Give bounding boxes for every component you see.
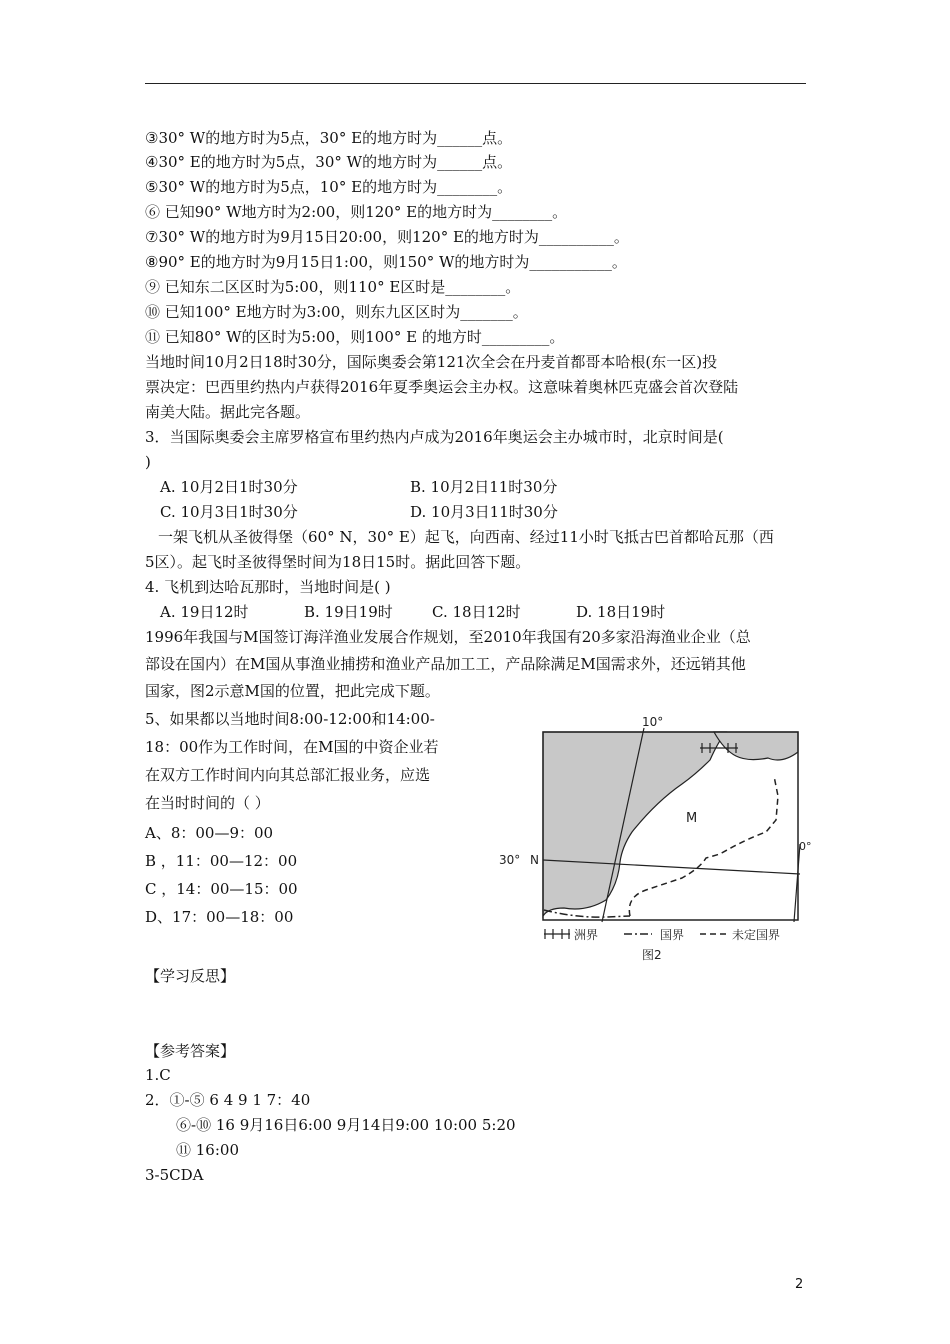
- meridian-0: [794, 844, 800, 922]
- answers-title: 【参考答案】: [145, 1042, 236, 1060]
- flight-option-a: A. 19日12时: [160, 603, 249, 621]
- flight-option-d: D. 18日19时: [576, 603, 666, 621]
- answer-1: 1.C: [145, 1066, 171, 1084]
- question-10: ⑩ 已知100° E地方时为3:00，则东九区区时为_______。: [145, 303, 528, 321]
- olympic-intro-line-3: 南美大陆。据此完各题。: [145, 403, 311, 421]
- map-legend-continent-symbol: [544, 929, 570, 939]
- fishery-question-line-4: 在当时时间的（ ）: [145, 794, 270, 812]
- olympic-option-c: C. 10月3日1时30分: [160, 503, 298, 521]
- olympic-option-a: A. 10月2日1时30分: [160, 478, 298, 496]
- map-label-lat30: 30°: [499, 853, 521, 867]
- answer-2-line-1: 2．①-⑤ 6 4 9 1 7：40: [145, 1091, 311, 1109]
- map-figure: [496, 712, 814, 974]
- question-7: ⑦30° W的地方时为9月15日20:00，则120° E的地方时为__________。: [145, 228, 629, 246]
- question-11: ⑪ 已知80° W的区时为5:00，则100° E 的地方时_________。: [145, 328, 565, 346]
- fishery-option-a: A、8：00—9：00: [145, 824, 274, 842]
- olympic-intro-line-2: 票决定：巴西里约热内卢获得2016年夏季奥运会主办权。这意味着奥林匹克盛会首次登陆: [145, 378, 739, 396]
- reflection-title: 【学习反思】: [145, 967, 236, 985]
- question-3: ③30° W的地方时为5点，30° E的地方时为______点。: [145, 129, 513, 147]
- flight-intro-line-1: 一架飞机从圣彼得堡（60° N，30° E）起飞，向西南、经过11小时飞抵古巴首都哈瓦那（西: [158, 528, 774, 546]
- map-land-continent: [543, 732, 726, 916]
- olympic-question-line-1: 3．当国际奥委会主席罗格宣布里约热内卢成为2016年奥运会主办城市时，北京时间是(: [145, 428, 724, 446]
- map-legend-border: 国界: [660, 928, 685, 942]
- fishery-intro-line-3: 国家，图2示意M国的位置，把此完成下题。: [145, 682, 440, 700]
- flight-intro-line-2: 5区）。起飞时圣彼得堡时间为18日15时。据此回答下题。: [145, 553, 531, 571]
- page-number: 2: [795, 1277, 804, 1292]
- map-legend-undetermined: 未定国界: [732, 928, 781, 942]
- olympic-option-d: D. 10月3日11时30分: [410, 503, 558, 521]
- flight-option-c: C. 18日12时: [432, 603, 521, 621]
- answer-3-5: 3-5CDA: [145, 1166, 204, 1184]
- answer-2-line-2: ⑥-⑩ 16 9月16日6:00 9月14日9:00 10:00 5:20: [176, 1116, 516, 1134]
- map-legend-continent: 洲界: [574, 928, 599, 942]
- map-caption: 图2: [642, 948, 662, 962]
- fishery-intro-line-2: 部设在国内）在M国从事渔业捕捞和渔业产品加工工，产品除满足M国需求外，还远销其他: [145, 655, 746, 673]
- map-land-northeast: [714, 732, 798, 760]
- fishery-question-line-3: 在双方工作时间内向其总部汇报业务，应选: [145, 766, 431, 784]
- map-national-border: [544, 910, 630, 917]
- flight-question: 4. 飞机到达哈瓦那时，当地时间是( ): [145, 578, 391, 596]
- question-6: ⑥ 已知90° W地方时为2:00，则120° E的地方时为________。: [145, 203, 568, 221]
- question-9: ⑨ 已知东二区区时为5:00，则110° E区时是________。: [145, 278, 521, 296]
- map-label-lon0: 0°: [799, 840, 812, 853]
- fishery-intro-line-1: 1996年我国与M国签订海洋渔业发展合作规划，至2010年我国有20多家沿海渔业企业（总: [145, 628, 751, 646]
- flight-option-b: B. 19日19时: [304, 603, 393, 621]
- fishery-option-c: C ，14：00—15：00: [145, 880, 298, 898]
- fishery-question-line-2: 18：00作为工作时间，在M国的中资企业若: [145, 738, 439, 756]
- question-5: ⑤30° W的地方时为5点，10° E的地方时为________。: [145, 178, 513, 196]
- olympic-intro-line-1: 当地时间10月2日18时30分，国际奥委会第121次全会在丹麦首都哥本哈根(东一区)投: [145, 353, 718, 371]
- fishery-option-d: D、17：00—18：00: [145, 908, 294, 926]
- header-rule: [145, 83, 806, 84]
- answer-2-line-3: ⑪ 16:00: [176, 1141, 239, 1159]
- map-label-lon10: 10°: [642, 715, 664, 729]
- fishery-question-line-1: 5、如果都以当地时间8:00-12:00和14:00-: [145, 710, 435, 728]
- question-8: ⑧90° E的地方时为9月15日1:00，则150° W的地方时为___________。: [145, 253, 627, 271]
- olympic-question-line-2: ): [145, 453, 151, 471]
- olympic-option-b: B. 10月2日11时30分: [410, 478, 558, 496]
- map-label-lat30-n: N: [530, 853, 539, 867]
- map-label-country: M: [686, 811, 698, 826]
- question-4: ④30° E的地方时为5点，30° W的地方时为______点。: [145, 153, 513, 171]
- fishery-option-b: B ，11：00—12：00: [145, 852, 298, 870]
